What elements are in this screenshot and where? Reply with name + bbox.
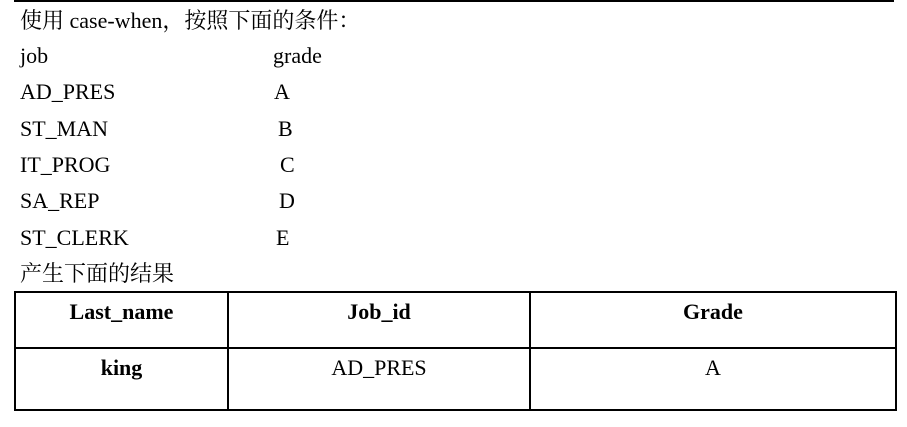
intro-text: 使用 case-when，按照下面的条件： xyxy=(20,8,361,33)
mapping-grade: E xyxy=(276,225,290,250)
result-table xyxy=(14,291,897,411)
mapping-job: ST_CLERK xyxy=(20,225,129,250)
mapping-grade: A xyxy=(274,79,290,104)
mapping-header-grade: grade xyxy=(273,43,322,68)
cell-job-id: AD_PRES xyxy=(228,348,530,410)
cell-last-name: king xyxy=(15,348,228,410)
cell-grade: A xyxy=(530,348,896,410)
column-header-job-id: Job_id xyxy=(228,292,530,348)
mapping-header-job: job xyxy=(20,43,49,68)
mapping-job: AD_PRES xyxy=(20,79,116,104)
top-rule xyxy=(14,0,894,2)
column-header-grade: Grade xyxy=(530,292,896,348)
result-table-header xyxy=(15,292,896,348)
result-label: 产生下面的结果 xyxy=(20,261,175,286)
mapping-grade: D xyxy=(279,188,295,213)
mapping-grade: C xyxy=(280,152,295,177)
mapping-grade: B xyxy=(278,116,293,141)
mapping-job: SA_REP xyxy=(20,188,100,213)
mapping-job: ST_MAN xyxy=(20,116,109,141)
mapping-job: IT_PROG xyxy=(20,152,111,177)
column-header-last-name: Last_name xyxy=(15,292,228,348)
table-row xyxy=(15,348,896,410)
